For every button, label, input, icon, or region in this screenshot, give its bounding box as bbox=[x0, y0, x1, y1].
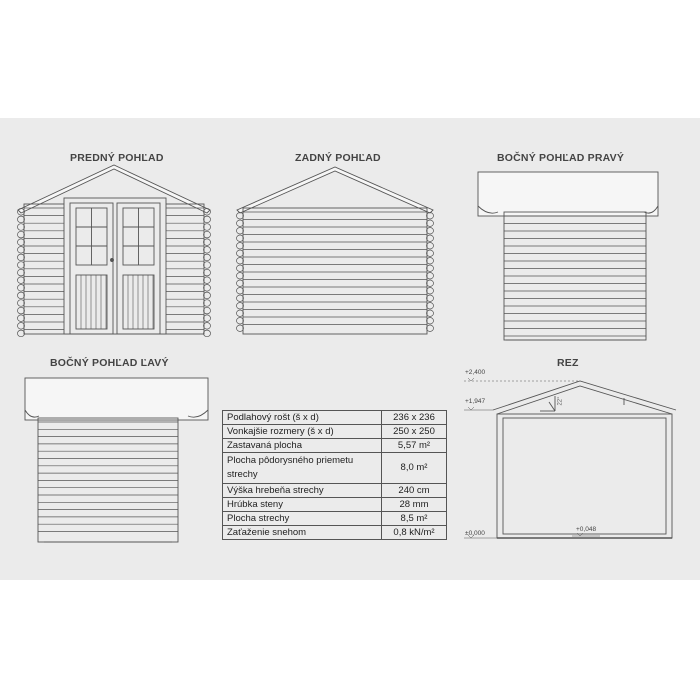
spec-row bbox=[223, 453, 447, 484]
spec-row bbox=[223, 498, 447, 512]
roof-angle-label: 22° bbox=[557, 396, 564, 406]
spec-label: Výška hrebeňa strechy bbox=[223, 484, 382, 498]
spec-label: Hrúbka steny bbox=[223, 498, 382, 512]
spec-row bbox=[223, 439, 447, 453]
left-side-view-title: BOČNÝ POHĽAD ĽAVÝ bbox=[50, 357, 169, 369]
spec-label: Vonkajšie rozmery (š x d) bbox=[223, 425, 382, 439]
spec-label: Plocha strechy bbox=[223, 512, 382, 526]
spec-label: Zastavaná plocha bbox=[223, 439, 382, 453]
section-drawing bbox=[464, 378, 676, 538]
spec-value: 28 mm bbox=[382, 498, 447, 512]
back-view-title: ZADNÝ POHĽAD bbox=[295, 152, 381, 164]
spec-value: 240 cm bbox=[382, 484, 447, 498]
eave-level-label: +1,947 bbox=[465, 398, 486, 405]
ridge-level-label: +2,400 bbox=[465, 369, 486, 376]
spec-value: 236 x 236 bbox=[382, 411, 447, 425]
front-view-drawing bbox=[18, 165, 211, 337]
spec-value: 8,0 m² bbox=[382, 453, 447, 484]
spec-value: 5,57 m² bbox=[382, 439, 447, 453]
right-side-view-title: BOČNÝ POHĽAD PRAVÝ bbox=[497, 152, 625, 164]
spec-row bbox=[223, 411, 447, 425]
ground-level-label: ±0,000 bbox=[465, 530, 485, 537]
spec-label: Podlahový rošt (š x d) bbox=[223, 411, 382, 425]
floor-level-label: +0,048 bbox=[576, 526, 597, 533]
back-view-drawing bbox=[237, 167, 434, 334]
spec-row bbox=[223, 512, 447, 526]
spec-value: 0,8 kN/m² bbox=[382, 526, 447, 540]
right-side-view-drawing bbox=[478, 172, 658, 340]
spec-label: Zaťaženie snehom bbox=[223, 526, 382, 540]
spec-table bbox=[222, 410, 447, 540]
spec-row bbox=[223, 484, 447, 498]
spec-value: 8,5 m² bbox=[382, 512, 447, 526]
spec-label: Plocha pôdorysného priemetu strechy bbox=[223, 453, 382, 484]
left-side-view-drawing bbox=[25, 378, 208, 542]
front-view-title: PREDNÝ POHĽAD bbox=[70, 152, 164, 164]
spec-row bbox=[223, 526, 447, 540]
spec-value: 250 x 250 bbox=[382, 425, 447, 439]
spec-row bbox=[223, 425, 447, 439]
section-title: REZ bbox=[557, 357, 579, 369]
